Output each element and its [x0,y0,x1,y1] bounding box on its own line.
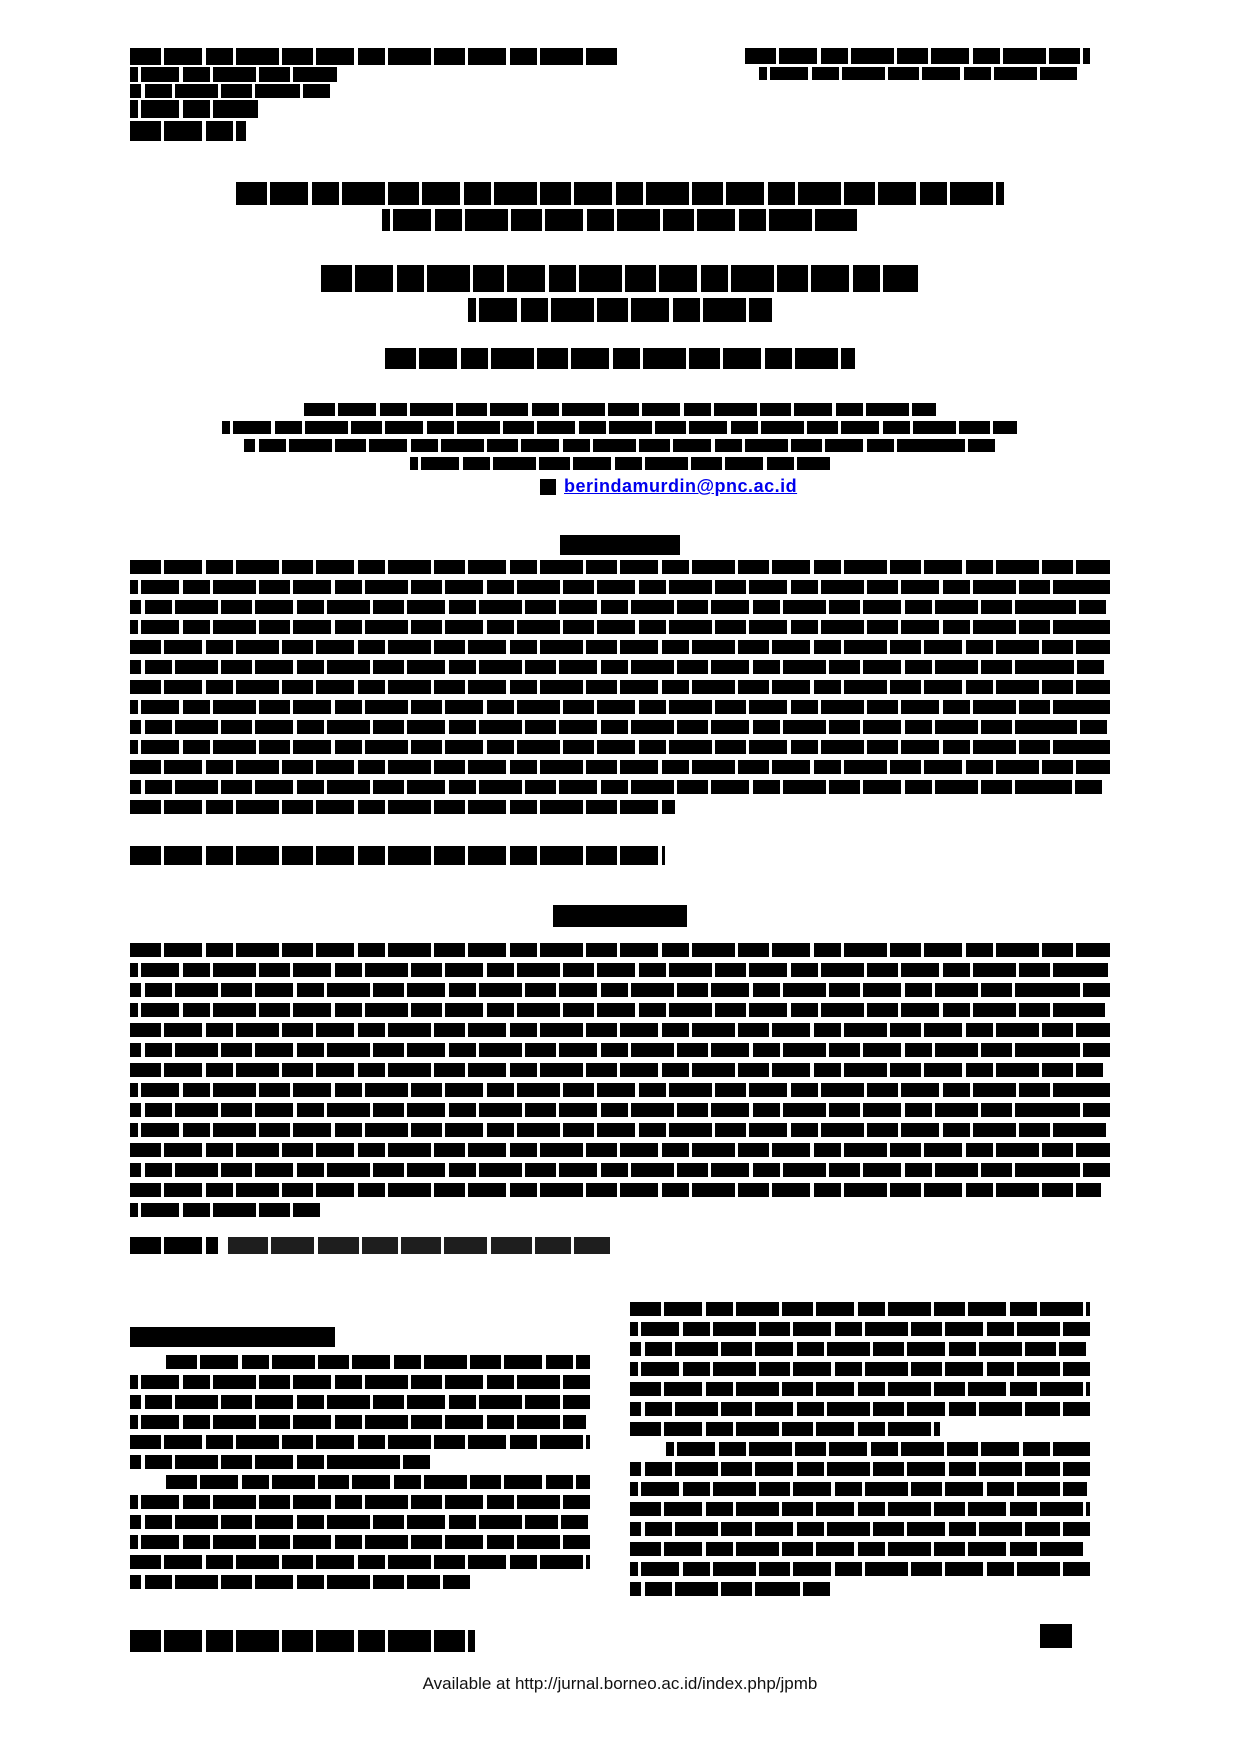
page-number-badge [1040,1624,1072,1648]
section-heading [130,1327,590,1347]
article-title-translated [130,265,1110,322]
article-title [130,182,1110,231]
body-column-left [130,1355,590,1589]
abstract-en-paragraph [130,943,1110,1217]
keywords-line [130,1237,1110,1255]
journal-header-left [130,48,620,141]
email-line [540,476,797,497]
body-column-right [630,1302,1090,1596]
kata-kunci-line [130,846,1110,865]
footer-note [130,1630,630,1652]
email-label-redacted [540,479,556,495]
authors-line [130,348,1110,369]
abstract-id-paragraph [130,560,1110,814]
footer-url: Available at http://jurnal.borneo.ac.id/index.php/jpmb [422,1674,818,1693]
abstract-heading [130,905,1110,927]
abstrak-heading [130,535,1110,555]
journal-header-right [745,48,1090,80]
affiliations-block [130,403,1110,470]
email-link[interactable]: berindamurdin@pnc.ac.id [564,476,798,496]
